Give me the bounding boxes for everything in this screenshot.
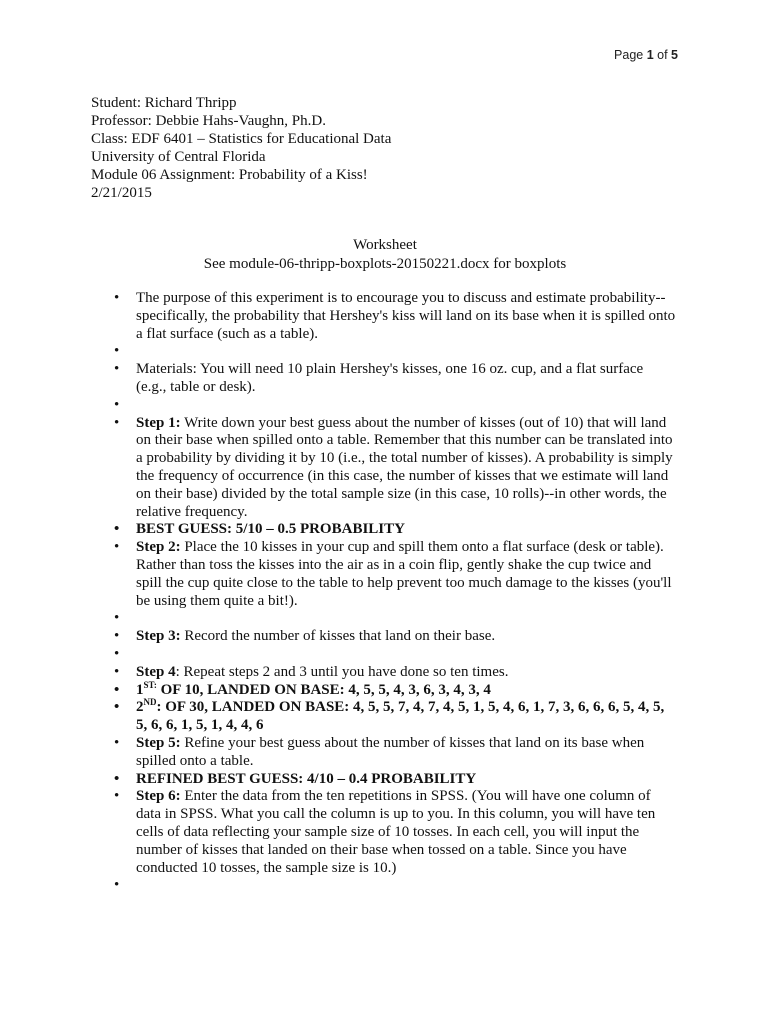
best-guess-text: BEST GUESS: 5/10 – 0.5 PROBABILITY [136,521,405,538]
worksheet-title: Worksheet [353,237,417,253]
step-6-text: Enter the data from the ten repetitions in SPSS. (You will have one column of data in SPSS. What you call the column is up to you. In this column, you will have ten cells of data reflecting your sample size of 10 tosses. In each cell, you will input the number of kisses that landed on their base when tossed on a table. Since you have conducted 10 tosses, the sample size is 10.) [136,788,656,876]
second-trial-number: 2 [136,699,144,716]
step-1-label: Step 1: [136,414,181,431]
professor-line: Professor: Debbie Hahs-Vaughn, Ph.D. [91,113,326,129]
student-line: Student: Richard Thripp [91,95,237,111]
step-2-text: Place the 10 kisses in your cup and spill them onto a flat surface (desk or table). Rather than toss the kisses into the air as in a coin flip, gently shake the cup twice and spill the cup quite close to the table to help prevent too much damage to the kisses (you'll be using them quite a bit!). [136,539,672,609]
list-item-step-3 [91,628,677,646]
first-trial-suffix: ST: [143,679,157,690]
list-item-empty [91,646,677,664]
first-trial-number: 1 [136,681,144,698]
list-item-empty [91,397,677,415]
date-line: 2/21/2015 [91,185,152,201]
page-number-separator: of [653,48,672,62]
list-item-step-5 [91,735,677,771]
first-trial-text: OF 10, LANDED ON BASE: 4, 5, 5, 4, 3, 6, 3, 4, 3, 4 [156,681,491,698]
materials-text: Materials: You will need 10 plain Hershey's kisses, one 16 oz. cup, and a flat surface (e.g., table or desk). [136,361,644,395]
refined-guess-text: REFINED BEST GUESS: 4/10 – 0.4 PROBABILITY [136,770,477,787]
step-5-label: Step 5: [136,734,181,751]
step-4-text: : Repeat steps 2 and 3 until you have done so ten times. [175,663,509,680]
list-item-step-1 [91,415,677,522]
list-item-refined-guess [91,771,677,789]
worksheet-subtitle: See module-06-thripp-boxplots-20150221.docx for boxplots [203,255,567,272]
list-item-step-2 [91,539,677,610]
list-item-first-trial [91,679,677,700]
list-item-materials [91,361,677,397]
list-item-empty [91,877,677,895]
list-item-best-guess [91,521,677,539]
second-trial-text: : OF 30, LANDED ON BASE: 4, 5, 5, 7, 4, 7, 4, 5, 1, 5, 4, 6, 1, 7, 3, 6, 6, 6, 5, 4, 5, 5, 6, 6, 1, 5, 1, 4, 4, 6 [136,699,665,734]
purpose-text: The purpose of this experiment is to encourage you to discuss and estimate probability--specifically, the probability that Hershey's kiss will land on its base when it is spilled onto a flat surface (such as a table). [136,290,676,342]
list-item-step-6 [91,788,677,877]
instruction-list [91,290,677,895]
class-line: Class: EDF 6401 – Statistics for Educational Data [91,131,392,147]
module-line: Module 06 Assignment: Probability of a Kiss! [91,167,368,183]
second-trial-suffix: ND [143,697,157,708]
list-item-empty [91,343,677,361]
list-item-step-4 [91,664,677,682]
page-number-current: 1 [646,48,654,62]
page-number [614,48,678,62]
step-6-label: Step 6: [136,788,181,805]
list-item-second-trial [91,699,677,735]
step-5-text: Refine your best guess about the number of kisses that land on its base when spilled onto a table. [136,734,645,769]
worksheet-heading [0,236,770,273]
list-item-empty [91,610,677,628]
page-number-prefix: Page [614,48,647,62]
document-header [91,94,391,202]
step-2-label: Step 2: [136,539,181,556]
step-1-text: Write down your best guess about the number of kisses (out of 10) that will land on their base when spilled onto a table. Remember that this number can be translated into a probability by dividing it by 10 (i.e., the total number of kisses). A probability is simply the frequency of occurrence (in this case, the number of kisses that we estimate will land on their base) divided by the total sample size (in this case, 10 rolls)--in other words, the relative frequency. [136,414,673,520]
list-item-purpose [91,290,677,343]
university-line: University of Central Florida [91,149,266,165]
page-number-total: 5 [671,48,678,62]
step-4-label: Step 4 [136,663,176,680]
step-3-label: Step 3: [136,628,181,645]
step-3-text: Record the number of kisses that land on their base. [180,628,496,645]
